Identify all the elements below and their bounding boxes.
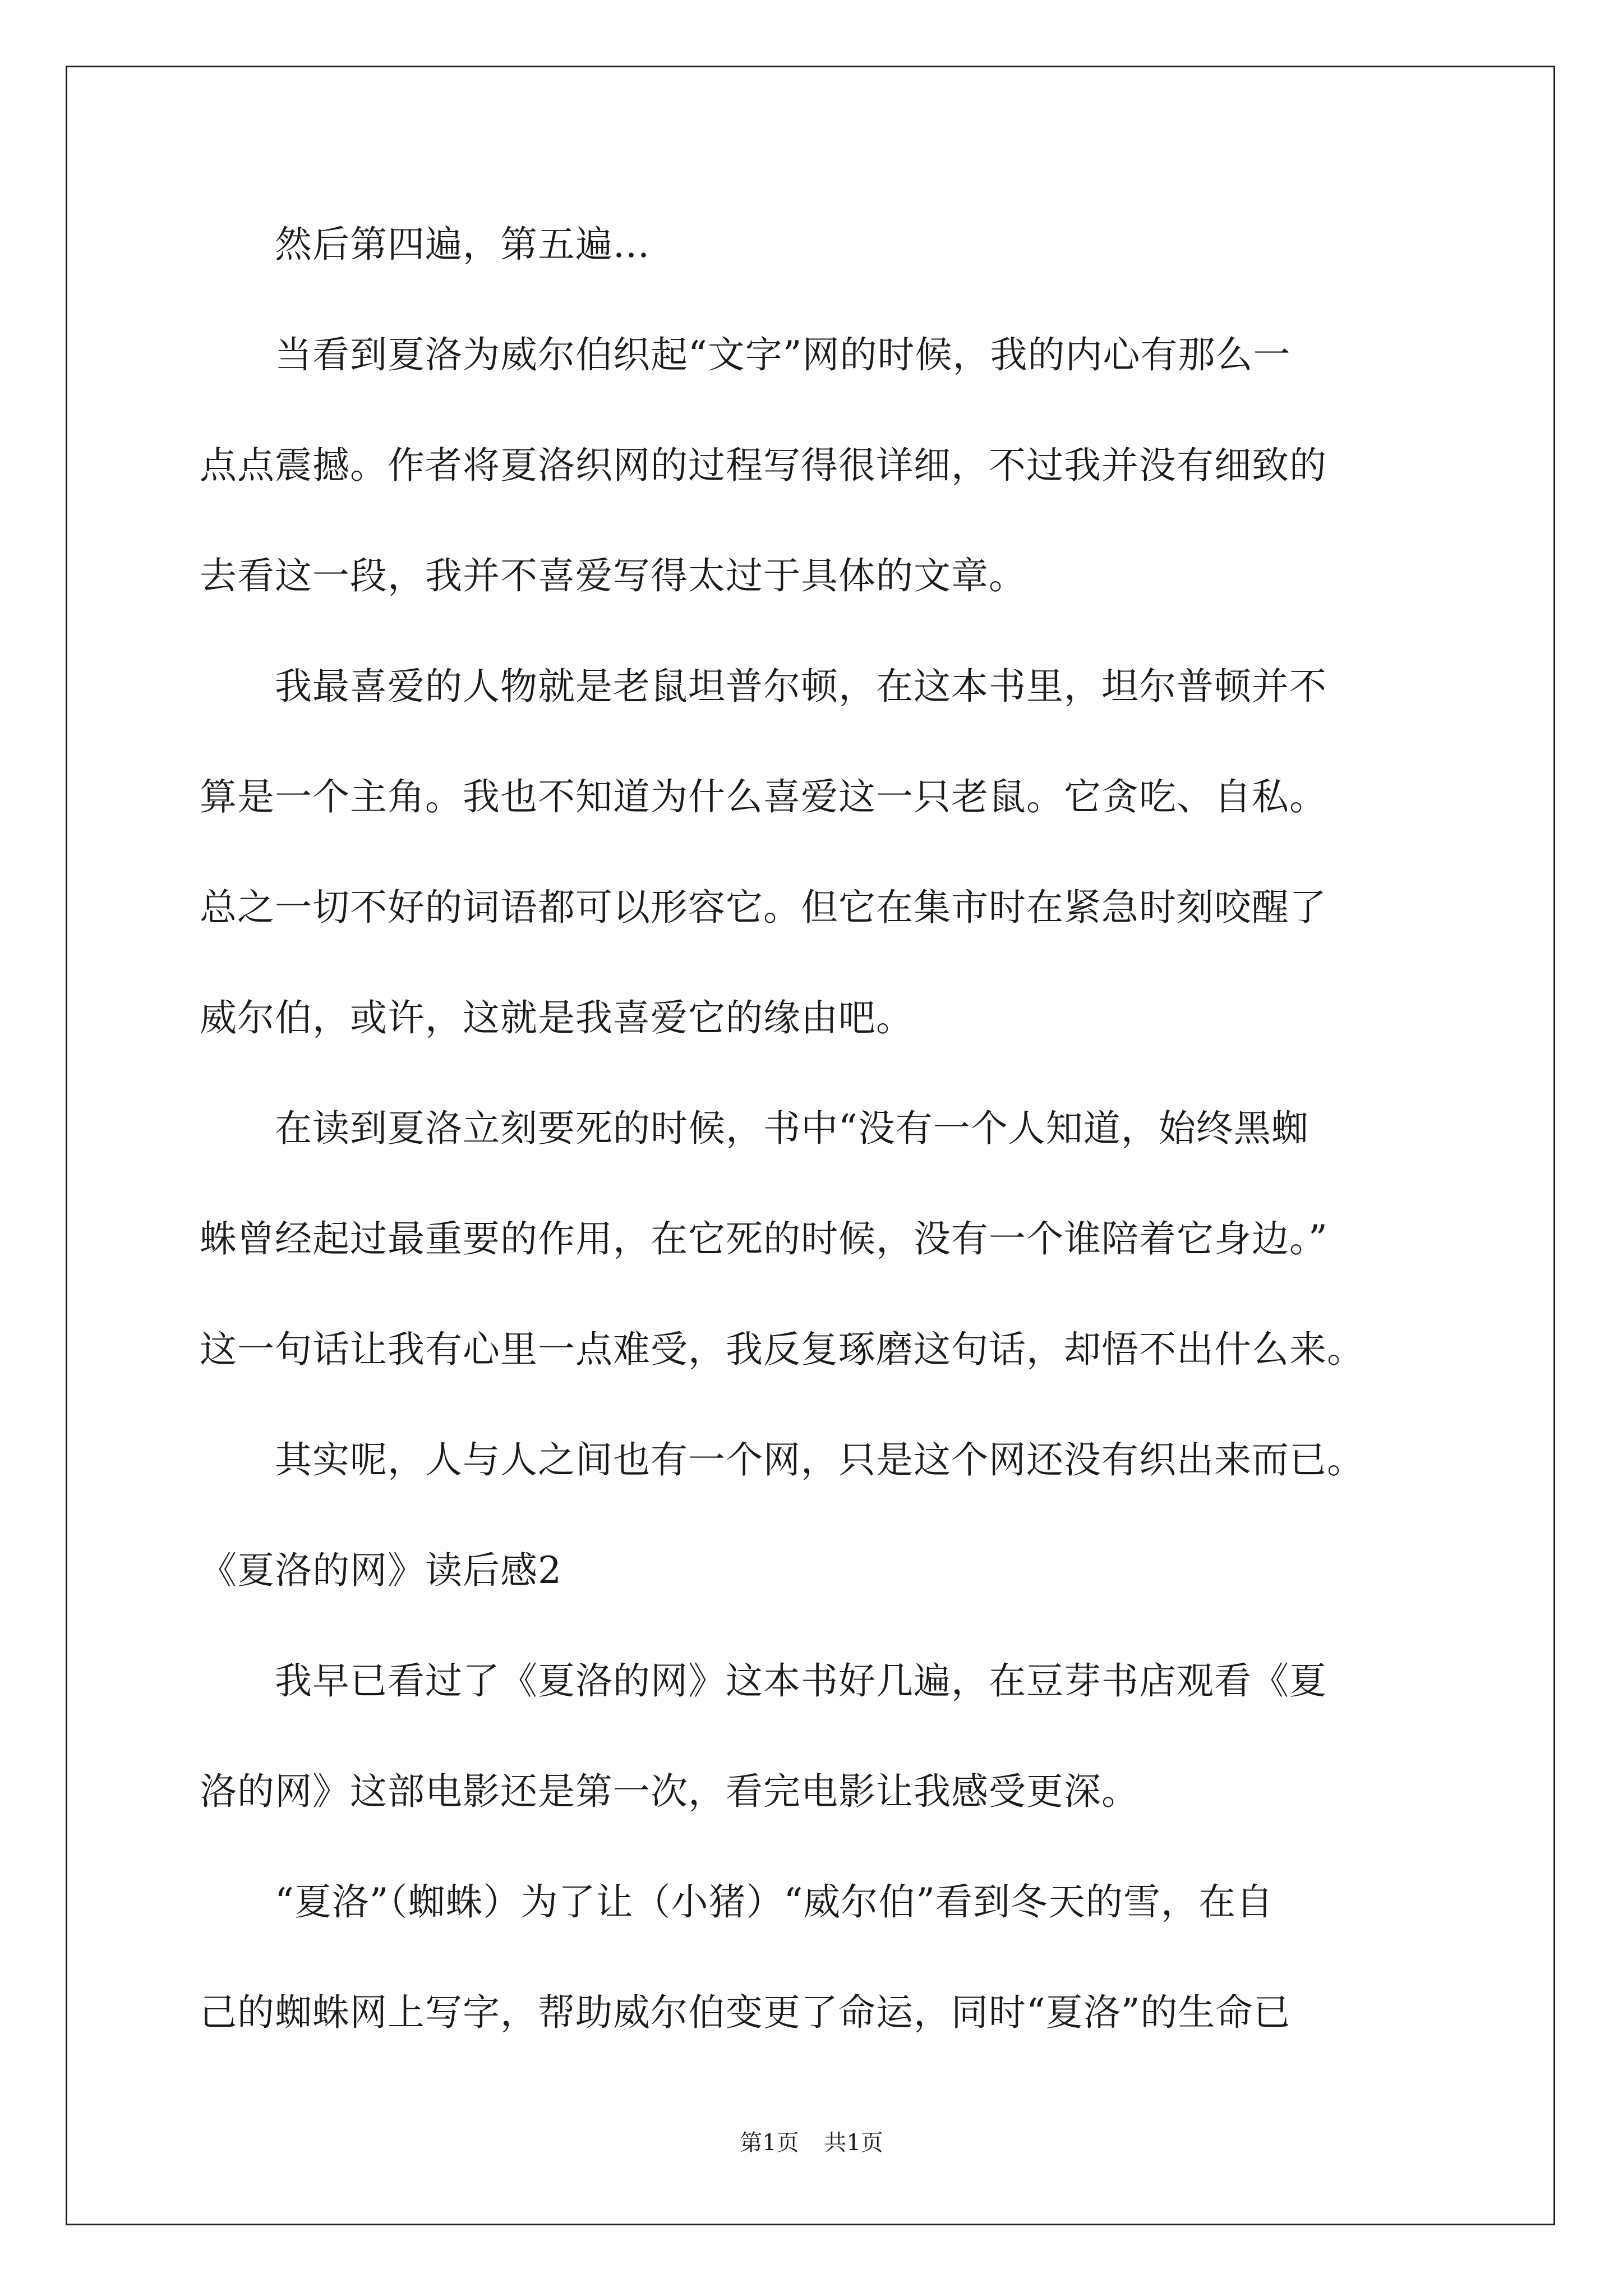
text-line: 然后第四遍，第五遍... <box>200 223 650 266</box>
text-line: 去看这一段，我并不喜爱写得太过于具体的文章。 <box>200 554 1026 597</box>
text-line: “夏洛”（蜘蛛）为了让（小猪）“威尔伯”看到冬天的雪，在自 <box>200 1880 1274 1924</box>
text-line: 在读到夏洛立刻要死的时候，书中“没有一个人知道，始终黑蜘 <box>200 1107 1309 1150</box>
text-line: 威尔伯，或许，这就是我喜爱它的缘由吧。 <box>200 996 914 1039</box>
page-footer <box>0 2126 1623 2160</box>
page-total: 共1页 <box>824 2130 883 2156</box>
text-line: 其实呢，人与人之间也有一个网，只是这个网还没有织出来而已。 <box>200 1438 1364 1481</box>
section-heading: 《夏洛的网》读后感2 <box>200 1549 562 1592</box>
text-line: 总之一切不好的词语都可以形容它。但它在集市时在紧急时刻咬醒了 <box>200 886 1327 929</box>
text-line: 蛛曾经起过最重要的作用，在它死的时候，没有一个谁陪着它身边。” <box>200 1217 1328 1260</box>
text-line: 点点震撼。作者将夏洛织网的过程写得很详细，不过我并没有细致的 <box>200 444 1327 487</box>
text-line: 我早已看过了《夏洛的网》这本书好几遍，在豆芽书店观看《夏 <box>200 1659 1327 1703</box>
page-number: 第1页 <box>740 2130 799 2156</box>
text-line: 洛的网》这部电影还是第一次，看完电影让我感受更深。 <box>200 1770 1139 1813</box>
text-line: 我最喜爱的人物就是老鼠坦普尔顿，在这本书里，坦尔普顿并不 <box>200 665 1327 708</box>
text-line: 己的蜘蛛网上写字，帮助威尔伯变更了命运，同时“夏洛”的生命已 <box>200 1991 1291 2034</box>
text-line: 算是一个主角。我也不知道为什么喜爱这一只老鼠。它贪吃、自私。 <box>200 775 1327 818</box>
text-line: 当看到夏洛为威尔伯织起“文字”网的时候，我的内心有那么一 <box>200 333 1291 376</box>
text-line: 这一句话让我有心里一点难受，我反复琢磨这句话，却悟不出什么来。 <box>200 1328 1364 1371</box>
